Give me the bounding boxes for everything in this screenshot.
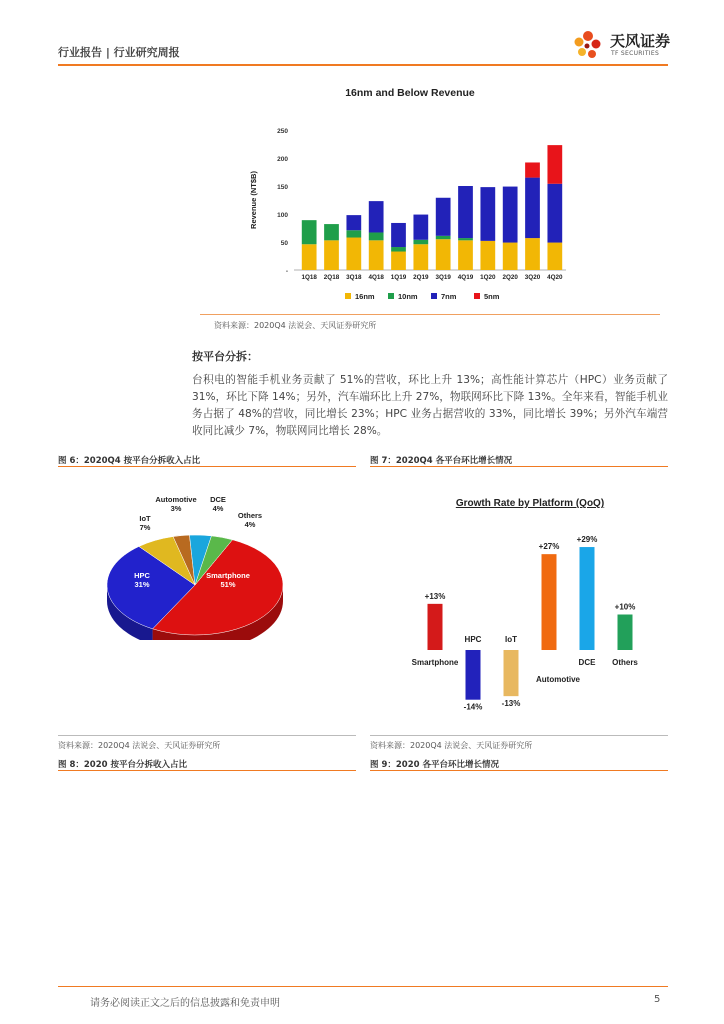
chart1-xtick: 4Q19 xyxy=(457,274,474,281)
growth-value-label: +27% xyxy=(538,542,560,552)
pie-value-label: 4% xyxy=(244,520,256,529)
growth-bar xyxy=(428,604,443,650)
chart1-bar-segment xyxy=(436,236,451,239)
chart1-bar-segment xyxy=(413,244,428,270)
chart1-bar-segment xyxy=(369,201,384,232)
chart1-xtick: 2Q18 xyxy=(323,274,340,281)
footer-disclaimer: 请务必阅读正文之后的信息披露和免责申明 xyxy=(90,998,280,1009)
pie-label: Others xyxy=(237,511,263,520)
pie-value-label: 31% xyxy=(134,580,150,589)
chart1-bar-segment xyxy=(547,243,562,270)
source-rule-1 xyxy=(200,314,660,315)
fig6-bottom-rule xyxy=(58,735,356,736)
chart1-bar-segment xyxy=(369,240,384,270)
pie-value-label: 3% xyxy=(170,504,182,513)
chart1-bar-segment xyxy=(503,187,518,243)
pie-value-label: 7% xyxy=(139,523,151,532)
pie-label: IoT xyxy=(139,514,151,523)
source-note-6: 资料来源：2020Q4 法说会、天风证券研究所 xyxy=(58,741,221,750)
chart1-bar-segment xyxy=(413,240,428,244)
chart1-title: 16nm and Below Revenue xyxy=(345,87,475,99)
fig7-title: 图 7：2020Q4 各平台环比增长情况 xyxy=(370,456,513,466)
chart1-bar-segment xyxy=(391,223,406,247)
growth-bar xyxy=(580,547,595,650)
growth-category-label: Others xyxy=(612,658,638,667)
chart1-bar-segment xyxy=(413,215,428,240)
chart1-bar-segment xyxy=(346,238,361,270)
chart1-bar-segment xyxy=(547,145,562,184)
logo-subtitle: TF SECURITIES xyxy=(611,50,660,57)
pie-value-label: 51% xyxy=(220,580,236,589)
fig9-rule xyxy=(370,770,668,771)
growth-category-label: Smartphone xyxy=(411,658,459,667)
chart1-bar-segment xyxy=(458,186,473,238)
chart1-xtick: 4Q20 xyxy=(547,274,563,281)
chart1-bar-segment xyxy=(547,184,562,243)
growth-bar xyxy=(504,650,519,696)
source-note-7: 资料来源：2020Q4 法说会、天风证券研究所 xyxy=(370,741,533,750)
growth-category-label: DCE xyxy=(578,658,596,667)
chart1-ytick: 100 xyxy=(277,212,288,219)
pie-value-label: 4% xyxy=(212,504,224,513)
platform-pie-chart xyxy=(100,490,290,640)
chart1-bar-segment xyxy=(480,241,495,270)
chart1-xtick: 3Q20 xyxy=(524,274,541,281)
growth-category-label: HPC xyxy=(464,635,482,644)
pie-label: Smartphone xyxy=(206,571,250,580)
chart1-legend-swatch xyxy=(474,293,480,299)
chart1-legend-label: 16nm xyxy=(355,292,375,301)
fig7-rule xyxy=(370,466,668,467)
chart1-xtick: 1Q20 xyxy=(480,274,496,281)
chart1-ytick: 150 xyxy=(277,184,288,191)
growth-category-label: IoT xyxy=(505,635,517,644)
chart1-ytick: - xyxy=(285,268,288,275)
chart1-xtick: 2Q19 xyxy=(413,274,429,281)
chart1-ylabel: Revenue (NT$B) xyxy=(249,171,258,229)
fig8-rule xyxy=(58,770,356,771)
growth-value-label: +29% xyxy=(576,535,598,545)
chart1-xtick: 2Q20 xyxy=(502,274,518,281)
pie-label: Automotive xyxy=(155,495,197,504)
chart1-bar-segment xyxy=(458,240,473,270)
chart3-title: Growth Rate by Platform (QoQ) xyxy=(455,498,605,509)
chart1-legend-swatch xyxy=(345,293,351,299)
growth-bar xyxy=(466,650,481,700)
fig8-title: 图 8：2020 按平台分拆收入占比 xyxy=(58,760,187,770)
chart1-bar-segment xyxy=(436,239,451,270)
chart1-bar-segment xyxy=(346,230,361,237)
growth-value-label: +13% xyxy=(424,591,446,601)
chart1-bar-segment xyxy=(458,238,473,240)
page-number: 5 xyxy=(654,994,661,1005)
footer-divider xyxy=(58,986,668,987)
fig6-title: 图 6：2020Q4 按平台分拆收入占比 xyxy=(58,456,201,466)
growth-value-label: -14% xyxy=(463,702,483,712)
chart1-bar-segment xyxy=(503,243,518,270)
chart1-bar-segment xyxy=(324,224,339,240)
chart1-bar-segment xyxy=(302,220,317,244)
chart1-bar-segment xyxy=(391,247,406,251)
chart1-xtick: 3Q18 xyxy=(346,274,362,281)
growth-value-label: -13% xyxy=(501,699,521,709)
growth-bar xyxy=(618,615,633,651)
fig9-title: 图 9：2020 各平台环比增长情况 xyxy=(370,760,499,770)
revenue-stacked-bar-chart xyxy=(240,82,580,314)
section-title: 按平台分拆： xyxy=(192,350,258,363)
chart1-ytick: 250 xyxy=(277,128,288,135)
chart1-xtick: 4Q18 xyxy=(368,274,384,281)
chart1-bar-segment xyxy=(480,187,495,241)
chart1-legend-label: 5nm xyxy=(484,292,500,301)
growth-value-label: +10% xyxy=(614,602,636,612)
chart1-bar-segment xyxy=(436,198,451,236)
fig7-bottom-rule xyxy=(370,735,668,736)
chart1-bar-segment xyxy=(525,178,540,238)
section-body: 台积电的智能手机业务贡献了 51%的营收，环比上升 13%；高性能计算芯片（HPC）业务贡献了 31%，环比下降 14%；另外，汽车端环比上升 27%，物联网环比下降 13%。全年来看，智能手机业务占据了 48%的营收，同比增长 23%；HPC 业务占据营收的 33%，同比增长 39%；另外汽车端营收同比减少 7%，物联网同比增长 28%。 xyxy=(192,374,668,437)
logo-name: 天风证券 xyxy=(610,32,671,50)
growth-bar xyxy=(542,554,557,650)
chart1-bar-segment xyxy=(369,232,384,240)
chart1-legend-swatch xyxy=(431,293,437,299)
chart1-legend-swatch xyxy=(388,293,394,299)
chart1-bar-segment xyxy=(525,238,540,270)
chart1-legend-label: 10nm xyxy=(398,292,418,301)
chart1-xtick: 3Q19 xyxy=(435,274,451,281)
chart1-xtick: 1Q18 xyxy=(301,274,317,281)
pie-label: HPC xyxy=(134,571,150,580)
chart1-xtick: 1Q19 xyxy=(390,274,407,281)
report-header: 行业报告 | 行业研究周报 xyxy=(58,46,180,59)
chart1-bar-segment xyxy=(346,215,361,230)
growth-rate-bar-chart xyxy=(400,490,650,720)
pie-label: DCE xyxy=(210,495,226,504)
chart1-bar-segment xyxy=(391,252,406,270)
chart1-legend-label: 7nm xyxy=(441,292,457,301)
chart1-ytick: 50 xyxy=(280,240,288,247)
chart1-ytick: 200 xyxy=(277,156,288,163)
source-note-1: 资料来源：2020Q4 法说会、天风证券研究所 xyxy=(214,321,377,330)
chart1-bar-segment xyxy=(525,162,540,177)
chart1-bar-segment xyxy=(302,244,317,270)
growth-category-label: Automotive xyxy=(536,675,580,684)
fig6-rule xyxy=(58,466,356,467)
chart1-bar-segment xyxy=(324,240,339,270)
